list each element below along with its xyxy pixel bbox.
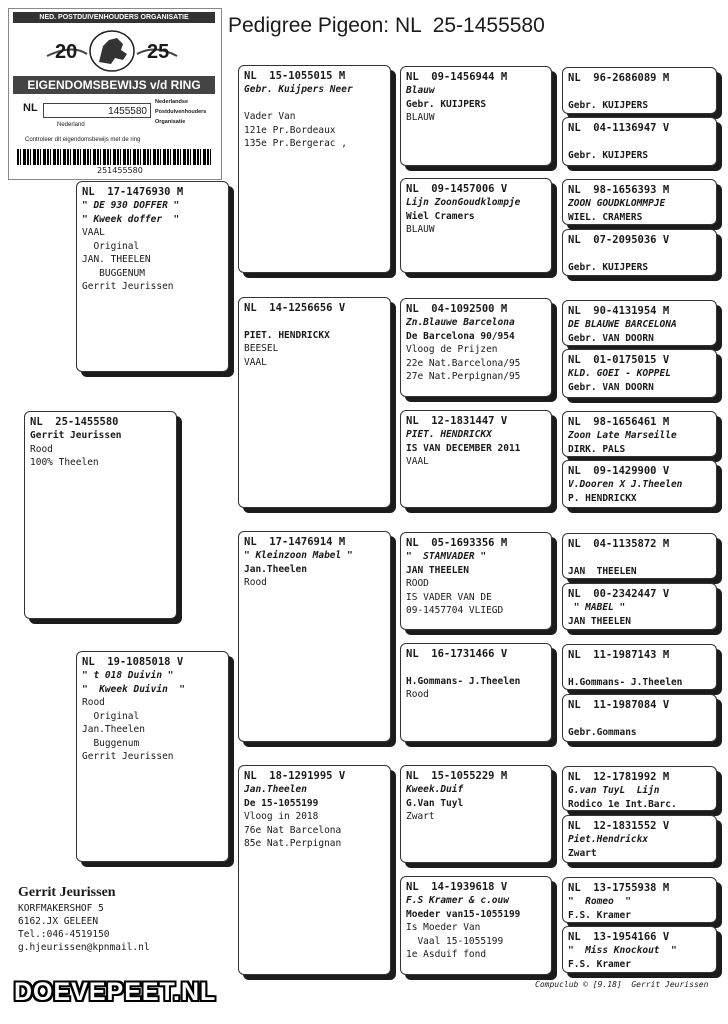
certificate-country-label: Nederland xyxy=(57,122,85,128)
owner-city: 6162.JX GELEEN xyxy=(18,916,99,927)
certificate-side-text: Nederlandse Postduivenhouders Organisatie xyxy=(155,99,207,125)
card-line xyxy=(406,661,546,675)
pedigree-card-gen4-1[interactable] xyxy=(562,67,717,114)
card-line: DE BLAUWE BARCELONA xyxy=(568,319,677,330)
card-line xyxy=(568,135,711,149)
card-line: JAN THEELEN xyxy=(406,564,469,576)
card-line: Jan.Theelen xyxy=(244,563,307,575)
ring-number: NL 01-0175015 V xyxy=(568,354,670,366)
card-line: DIRK. PALS xyxy=(568,443,626,455)
ring-number: NL 11-1987143 M xyxy=(568,649,670,661)
ring-number: NL 12-1781992 M xyxy=(568,771,670,783)
pedigree-card-dam-dam[interactable] xyxy=(238,765,391,975)
card-line: " Miss Knockout " xyxy=(568,945,677,956)
card-line: Gerrit Jeurissen xyxy=(82,281,174,292)
ring-number: NL 09-1429900 V xyxy=(568,465,670,477)
card-line: De Barcelona 90/954 xyxy=(406,330,515,342)
card-line: BLAUW xyxy=(406,224,435,235)
card-line: Lijn ZoonGoudklompje xyxy=(406,197,521,208)
pedigree-card-gen3-6[interactable] xyxy=(400,643,552,742)
owner-phone: Tel.:046-4519150 xyxy=(18,929,110,940)
card-line: JAN THEELEN xyxy=(568,565,637,577)
card-line: Rood xyxy=(82,697,105,708)
barcode xyxy=(17,149,213,165)
card-line: Zwart xyxy=(568,847,597,859)
pedigree-card-gen4-15[interactable] xyxy=(562,877,717,923)
ring-number: NL 13-1755938 M xyxy=(568,882,670,894)
ring-number: NL 00-2342447 V xyxy=(568,588,670,600)
card-line: BUGGENUM xyxy=(82,267,145,279)
watermark-logo: DOEVEPEET.NL xyxy=(14,978,217,1006)
card-line: Vader Van xyxy=(244,111,296,122)
pedigree-card-gen3-3[interactable] xyxy=(400,298,552,397)
pedigree-card-gen4-6[interactable] xyxy=(562,349,717,398)
ring-number: NL 17-1476930 M xyxy=(82,186,184,198)
pedigree-card-gen4-5[interactable] xyxy=(562,300,717,346)
certificate-caption: EIGENDOMSBEWIJS v/d RING xyxy=(13,76,215,94)
card-line xyxy=(568,712,711,726)
pedigree-card-gen4-10[interactable] xyxy=(562,583,717,630)
card-line: 85e Nat.Perpignan xyxy=(244,838,342,849)
ring-certificate xyxy=(8,8,222,180)
pedigree-card-gen4-12[interactable] xyxy=(562,694,717,742)
card-line: " Romeo " xyxy=(568,896,631,907)
footer-credit: Compuclub © [9.18] Gerrit Jeurissen xyxy=(535,980,709,989)
card-line: Original xyxy=(82,240,140,252)
ring-number: NL 04-1136947 V xyxy=(568,122,670,134)
pedigree-card-gen4-3[interactable] xyxy=(562,179,717,225)
ring-number: NL 09-1456944 M xyxy=(406,71,508,83)
ring-number: NL 14-1256656 V xyxy=(244,302,346,314)
card-line: Original xyxy=(82,710,140,722)
card-line: IS VADER VAN DE xyxy=(406,591,492,603)
card-line: " DE 930 DOFFER " xyxy=(82,200,180,211)
page-title: Pedigree Pigeon: NL 25-1455580 xyxy=(228,14,545,37)
card-line: VAAL xyxy=(406,456,429,467)
pedigree-card-gen3-2[interactable] xyxy=(400,178,552,273)
card-line: Jan.Theelen xyxy=(82,724,145,735)
card-line: Gebr. Kuijpers Neer xyxy=(244,84,353,95)
card-line: 27e Nat.Perpignan/95 xyxy=(406,371,521,382)
certificate-note: Controleer dit eigendomsbewijs met de ring xyxy=(25,137,141,143)
card-line: Rood xyxy=(244,577,267,588)
card-line: JAN. THEELEN xyxy=(82,254,151,265)
ring-number: NL 98-1656393 M xyxy=(568,184,670,196)
card-line: P. HENDRICKX xyxy=(568,492,637,504)
year-right: 25 xyxy=(147,41,170,63)
card-line: BLAUW xyxy=(406,112,435,123)
card-line: H.Gommans- J.Theelen xyxy=(406,675,521,687)
card-line: WIEL. CRAMERS xyxy=(568,211,643,223)
card-line: G.Van Tuyl xyxy=(406,797,464,809)
pedigree-card-gen4-14[interactable] xyxy=(562,815,717,863)
card-line: Zoon Late Marseille xyxy=(568,430,677,441)
ring-number: NL 25-1455580 xyxy=(30,416,119,428)
ring-number: NL 90-4131954 M xyxy=(568,305,670,317)
card-line: JAN THEELEN xyxy=(568,615,631,627)
card-line: ZOON GOUDKLOMMPJE xyxy=(568,198,666,209)
owner-email: g.hjeurissen@kpnmail.nl xyxy=(18,942,150,953)
certificate-org: NED. POSTDUIVENHOUDERS ORGANISATIE xyxy=(13,12,215,23)
pedigree-card-gen4-16[interactable] xyxy=(562,926,717,973)
card-line: Gebr. KUIJPERS xyxy=(568,261,649,273)
card-line: " t 018 Duivin " xyxy=(82,670,174,681)
card-line xyxy=(568,551,711,565)
card-line: Jan.Theelen xyxy=(244,784,307,795)
pedigree-card-gen4-11[interactable] xyxy=(562,644,717,690)
card-line: 121e Pr.Bordeaux xyxy=(244,124,336,136)
pedigree-card-sire[interactable] xyxy=(76,181,229,372)
pedigree-card-dam-sire[interactable] xyxy=(238,531,391,742)
ring-number: NL 18-1291995 V xyxy=(244,770,346,782)
card-line: KLD. GOEI - KOPPEL xyxy=(568,368,671,379)
card-line: Rood xyxy=(30,443,53,455)
card-line: Gebr.Gommans xyxy=(568,726,637,738)
card-line: VAAL xyxy=(244,356,267,368)
card-line xyxy=(568,662,711,676)
card-line: Buggenum xyxy=(82,737,140,749)
ring-number: NL 17-1476914 M xyxy=(244,536,346,548)
card-line: G.van TuyL Lijn xyxy=(568,785,660,796)
card-line: Gebr. KUIJPERS xyxy=(406,98,487,110)
ring-number: NL 13-1954166 V xyxy=(568,931,670,943)
pedigree-card-gen4-4[interactable] xyxy=(562,229,717,276)
pedigree-card-gen4-9[interactable] xyxy=(562,533,717,579)
pedigree-card-gen4-13[interactable] xyxy=(562,766,717,811)
card-line: F.S. Kramer xyxy=(568,909,631,921)
card-line: " Kleinzoon Mabel " xyxy=(244,550,353,561)
pedigree-card-gen4-7[interactable] xyxy=(562,411,717,457)
pedigree-card-gen3-8[interactable] xyxy=(400,876,552,975)
ring-number: NL 09-1457006 V xyxy=(406,183,508,195)
card-line: BEESEL xyxy=(244,343,279,354)
card-line: PIET. HENDRICKX xyxy=(244,329,330,341)
card-line: 1e Asduif fond xyxy=(406,949,487,960)
card-line: " Kweek doffer " xyxy=(82,213,180,225)
card-line: 22e Nat.Barcelona/95 xyxy=(406,357,521,369)
card-line: Gerrit Jeurissen xyxy=(30,430,122,441)
card-line: Blauw xyxy=(406,85,435,96)
card-line: 135e Pr.Bergerac , xyxy=(244,138,347,149)
pedigree-card-gen4-8[interactable] xyxy=(562,460,717,508)
ring-number: NL 04-1135872 M xyxy=(568,538,670,550)
ring-number: NL 05-1693356 M xyxy=(406,537,508,549)
ring-number: NL 15-1055015 M xyxy=(244,70,346,82)
card-line xyxy=(244,315,385,329)
card-line: 76e Nat Barcelona xyxy=(244,824,342,836)
pedigree-card-gen3-4[interactable] xyxy=(400,410,552,508)
card-line: Gebr. KUIJPERS xyxy=(568,149,649,161)
ring-number: 1455580 xyxy=(43,103,151,118)
card-line: " MABEL " xyxy=(568,602,626,613)
card-line: F.S. Kramer xyxy=(568,958,631,970)
owner-address xyxy=(18,884,150,954)
card-line: 100% Theelen xyxy=(30,457,99,468)
card-line: VAAL xyxy=(82,227,105,238)
ring-number: NL 12-1831447 V xyxy=(406,415,508,427)
pedigree-card-gen3-7[interactable] xyxy=(400,765,552,863)
owner-name: Gerrit Jeurissen xyxy=(18,885,116,900)
year-left: 20 xyxy=(55,41,78,63)
card-line: Piet.Hendrickx xyxy=(568,834,649,845)
ring-number: NL 98-1656461 M xyxy=(568,416,670,428)
ring-number: NL 15-1055229 M xyxy=(406,770,508,782)
pedigree-card-gen4-2[interactable] xyxy=(562,117,717,166)
owner-street: KORFMAKERSHOF 5 xyxy=(18,903,104,914)
ring-number: NL 19-1085018 V xyxy=(82,656,184,668)
card-line: Vloog in 2018 xyxy=(244,811,319,822)
card-line: 09-1457704 VLIEGD xyxy=(406,605,504,616)
card-line: Zn.Blauwe Barcelona xyxy=(406,317,515,328)
card-line: Gebr. VAN DOORN xyxy=(568,381,654,393)
card-line: PIET. HENDRICKX xyxy=(406,429,492,440)
card-line: Kweek.Duif xyxy=(406,784,464,795)
ring-number: NL 07-2095036 V xyxy=(568,234,670,246)
card-line: IS VAN DECEMBER 2011 xyxy=(406,442,521,454)
ring-number: NL 11-1987084 V xyxy=(568,699,670,711)
card-line: Gebr. KUIJPERS xyxy=(568,99,649,111)
card-line: Vaal 15-1055199 xyxy=(406,935,504,947)
card-line: Rodico 1e Int.Barc. xyxy=(568,798,677,810)
card-line: Gerrit Jeurissen xyxy=(82,751,174,762)
pedigree-card-dam[interactable] xyxy=(76,651,229,862)
pedigree-card-sire-dam[interactable] xyxy=(238,297,391,508)
ring-number: NL 16-1731466 V xyxy=(406,648,508,660)
card-line xyxy=(244,97,385,111)
pedigree-card-gen3-1[interactable] xyxy=(400,66,552,166)
card-line: Gebr. VAN DOORN xyxy=(568,332,654,344)
ring-number: NL 96-2686089 M xyxy=(568,72,670,84)
card-line: " STAMVADER " xyxy=(406,551,487,562)
card-line: Is Moeder Van xyxy=(406,922,481,933)
pedigree-card-subject[interactable] xyxy=(24,411,177,619)
card-line: Rood xyxy=(406,689,429,700)
ring-number: NL 14-1939618 V xyxy=(406,881,508,893)
pedigree-card-gen3-5[interactable] xyxy=(400,532,552,630)
card-line: H.Gommans- J.Theelen xyxy=(568,676,683,688)
card-line: Wiel Cramers xyxy=(406,210,475,222)
card-line: Zwart xyxy=(406,811,435,822)
card-line xyxy=(568,85,711,99)
ring-number: NL 04-1092500 M xyxy=(406,303,508,315)
ring-number: NL 12-1831552 V xyxy=(568,820,670,832)
card-line xyxy=(568,247,711,261)
card-line: Moeder van15-1055199 xyxy=(406,908,521,920)
pedigree-card-sire-sire[interactable] xyxy=(238,65,391,273)
ring-country: NL xyxy=(23,102,38,114)
card-line: V.Dooren X J.Theelen xyxy=(568,479,683,490)
barcode-number: 251455580 xyxy=(97,166,143,175)
card-line: ROOD xyxy=(406,578,429,589)
card-line: De 15-1055199 xyxy=(244,797,319,809)
card-line: F.S Kramer & c.ouw xyxy=(406,895,509,906)
card-line: Vloog de Prijzen xyxy=(406,344,498,355)
card-line: " Kweek Duivin " xyxy=(82,683,185,695)
